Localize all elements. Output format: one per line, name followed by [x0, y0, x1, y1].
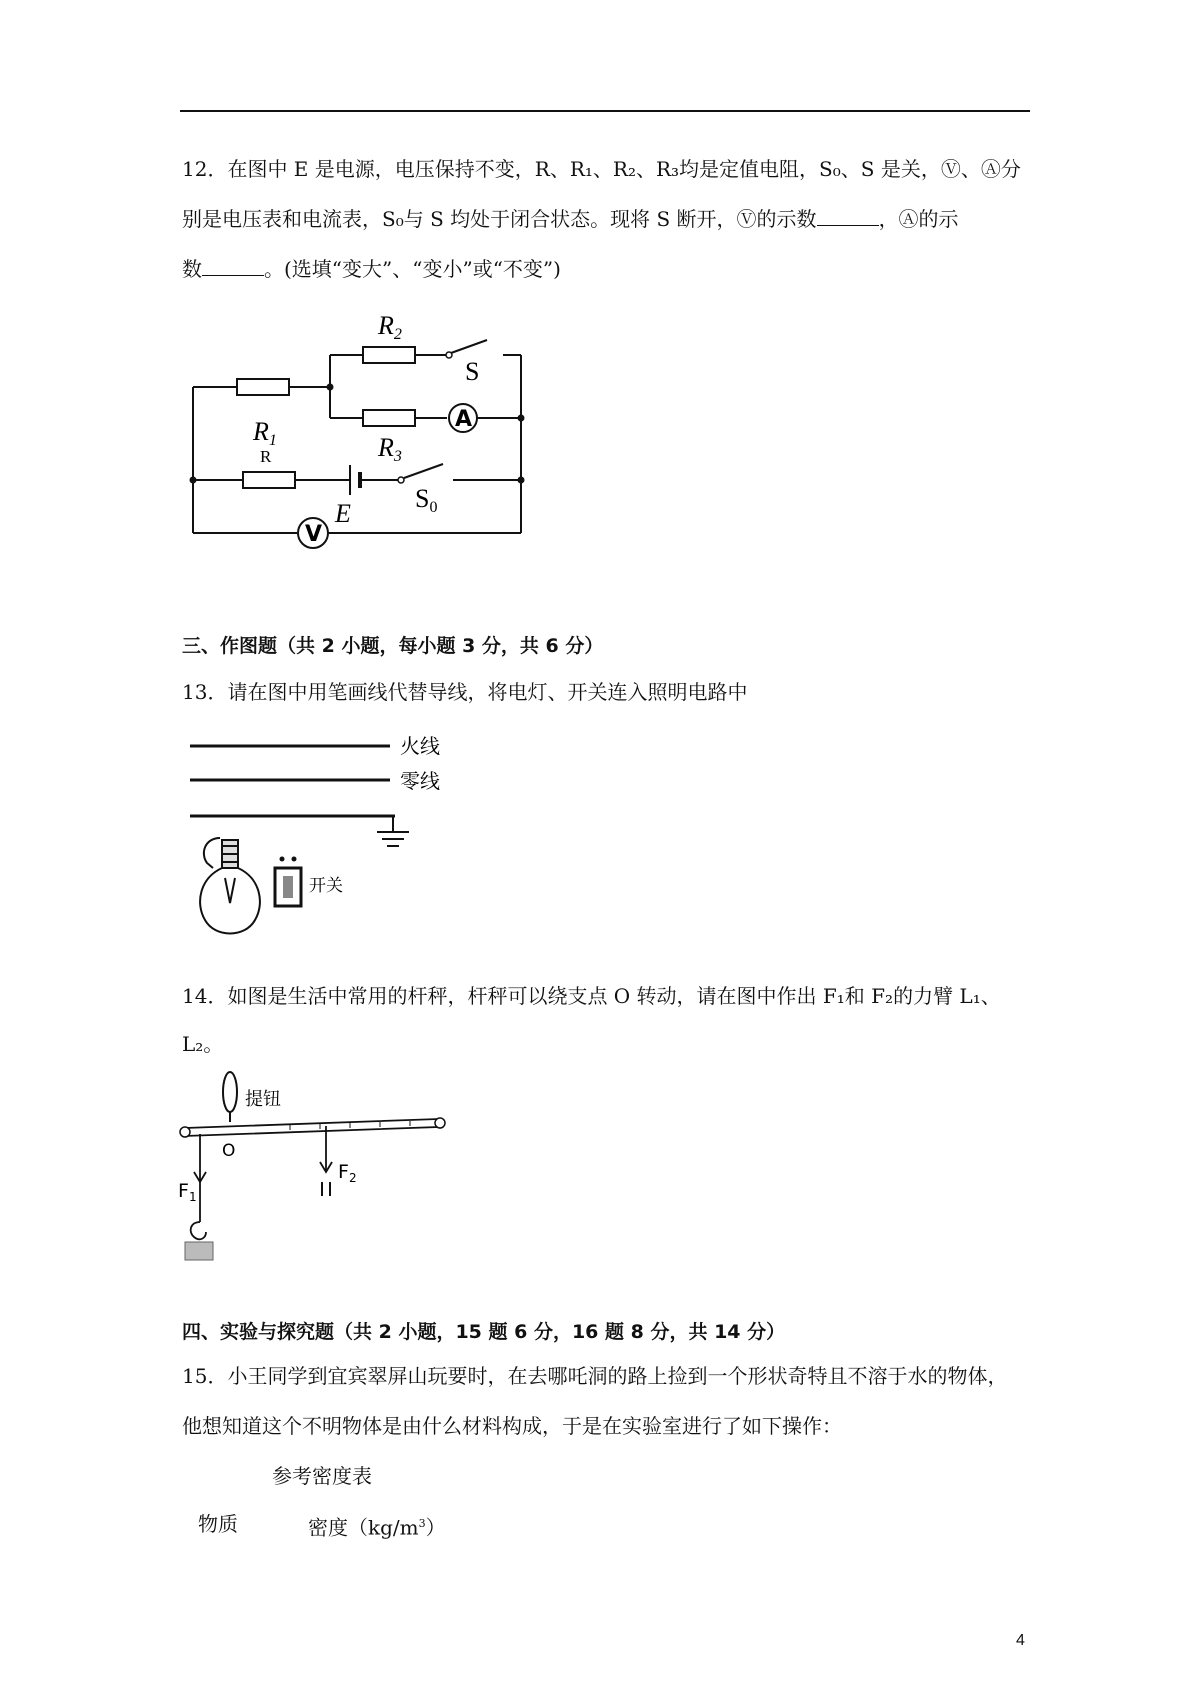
junction-dot — [190, 477, 197, 484]
lighting-circuit-diagram — [185, 728, 475, 948]
zero-wire-label: 零线 — [400, 769, 440, 793]
q12-line-2-tail: ，Ⓐ的示 — [878, 207, 959, 231]
fire-wire-label: 火线 — [400, 734, 440, 758]
label-s: S — [465, 357, 480, 386]
steelyard-diagram — [180, 1070, 450, 1260]
q13-text: 13．请在图中用笔画线代替导线，将电灯、开关连入照明电路中 — [182, 680, 748, 704]
junction-dot — [518, 477, 525, 484]
f1-label: $F_1$ — [178, 1180, 197, 1204]
resistor-r — [243, 472, 295, 488]
pivot-label: O — [222, 1141, 236, 1161]
steelyard-beam — [185, 1119, 438, 1136]
q15-line-2: 他想知道这个不明物体是由什么材料构成，于是在实验室进行了如下操作： — [182, 1414, 842, 1438]
header-rule — [180, 110, 1030, 112]
density-table-col-substance: 物质 — [198, 1512, 238, 1536]
label-ammeter: A — [455, 407, 473, 432]
q12-line-3-text: 。(选填“变大”、“变小”或“不变”) — [264, 257, 561, 281]
resistor-r1 — [237, 379, 289, 395]
q12-line-2 — [182, 205, 959, 233]
resistor-r2 — [363, 347, 415, 363]
q12-line-1: 12．在图中 E 是电源，电压保持不变，R、R₁、R₂、R₃均是定值电阻，S₀、S 是关，Ⓥ、Ⓐ分 — [182, 157, 1021, 181]
handle-label: 提钮 — [245, 1089, 281, 1110]
answer-blank-ammeter — [202, 257, 264, 276]
q14-line-1: 14．如图是生活中常用的杆秤，杆秤可以绕支点 O 转动，请在图中作出 F₁和 F₂的力臂 L₁、 — [182, 984, 1001, 1008]
label-voltmeter: V — [305, 522, 323, 547]
label-e: E — [335, 499, 351, 528]
q14-line-2: L₂。 — [182, 1032, 224, 1056]
density-table-col-density — [308, 1510, 446, 1542]
label-r: R — [260, 447, 272, 466]
label-r2: R2 — [378, 311, 402, 343]
page-number: 4 — [1016, 1632, 1025, 1649]
section-4-heading: 四、实验与探究题（共 2 小题，15 题 6 分，16 题 8 分，共 14 分） — [182, 1321, 786, 1343]
switch-s-blade — [451, 340, 487, 353]
weight-block — [185, 1242, 213, 1260]
label-r1: R1 — [253, 417, 277, 449]
light-bulb-icon — [200, 838, 260, 934]
f2-label: $F_2$ — [338, 1161, 357, 1185]
label-r3: R3 — [378, 433, 402, 465]
junction-dot — [518, 415, 525, 422]
hook-icon — [191, 1222, 206, 1239]
switch-s0-blade — [404, 464, 443, 478]
label-s0: S0 — [415, 484, 438, 516]
switch-label: 开关 — [309, 876, 343, 896]
density-unit-close: ） — [425, 1515, 446, 1540]
handle-loop — [223, 1072, 237, 1112]
switch-s-contact — [446, 352, 452, 358]
density-unit-sup: 3 — [418, 1517, 426, 1530]
density-table-title: 参考密度表 — [272, 1464, 372, 1488]
switch-s0-contact — [398, 477, 404, 483]
q12-line-2-text: 别是电压表和电流表，S₀与 S 均处于闭合状态。现将 S 断开，Ⓥ的示数 — [182, 207, 817, 231]
answer-blank-voltmeter — [817, 207, 879, 226]
density-unit-text: 密度（kg/m — [308, 1515, 419, 1540]
switch-icon — [275, 857, 301, 907]
resistor-r3 — [363, 410, 415, 426]
q12-line-3 — [182, 255, 561, 283]
circuit-diagram — [185, 300, 530, 560]
junction-dot — [327, 384, 334, 391]
q12-line-3-head: 数 — [182, 257, 202, 281]
section-3-heading: 三、作图题（共 2 小题，每小题 3 分，共 6 分） — [182, 635, 604, 657]
q15-line-1: 15．小王同学到宜宾翠屏山玩要时，在去哪吒洞的路上捡到一个形状奇特且不溶于水的物体， — [182, 1364, 1008, 1388]
weight-icon — [322, 1182, 330, 1196]
